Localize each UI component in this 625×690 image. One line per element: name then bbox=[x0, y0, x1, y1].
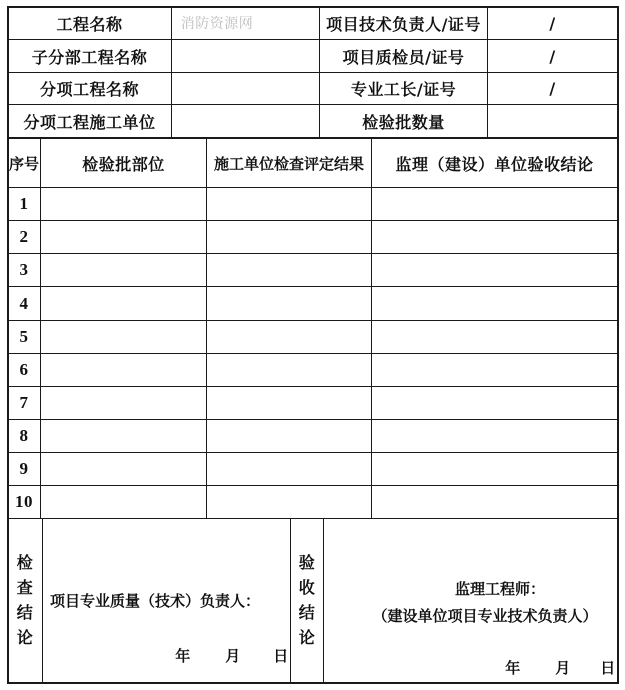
batch-count-label: 检验批数量 bbox=[362, 112, 445, 132]
date-year-right: 年 bbox=[505, 658, 521, 677]
char: 论 bbox=[298, 628, 316, 647]
owner-tech-lead-label: （建设单位项目专业技术负责人） bbox=[372, 606, 598, 625]
row-number: 1 bbox=[19, 194, 29, 213]
foreman-value: / bbox=[549, 79, 556, 98]
rule bbox=[7, 320, 619, 321]
accept-conclusion-label bbox=[291, 545, 323, 655]
date-month-left: 月 bbox=[225, 646, 241, 665]
rule bbox=[7, 485, 619, 486]
contractor-label: 分项工程施工单位 bbox=[23, 112, 156, 132]
char: 结 bbox=[298, 603, 316, 622]
project-name-value: 消防资源网 bbox=[180, 16, 254, 32]
rule bbox=[7, 419, 619, 420]
date-day-right: 日 bbox=[600, 658, 616, 677]
project-name-label: 工程名称 bbox=[56, 14, 123, 34]
foreman-label: 专业工长/证号 bbox=[350, 80, 457, 99]
row-number: 9 bbox=[19, 459, 29, 478]
tech-lead-label: 项目技术负责人/证号 bbox=[326, 14, 481, 34]
rule bbox=[7, 386, 619, 387]
rule bbox=[7, 452, 619, 453]
char: 结 bbox=[16, 603, 34, 622]
rule bbox=[42, 518, 43, 683]
col-supervisor-result-header: 监理（建设）单位验收结论 bbox=[395, 154, 594, 174]
row-number: 5 bbox=[19, 327, 29, 346]
supervisor-engineer-label: 监理工程师： bbox=[454, 579, 545, 598]
date-month-right: 月 bbox=[555, 658, 571, 677]
rule bbox=[371, 138, 372, 518]
rule bbox=[7, 353, 619, 354]
rule bbox=[7, 253, 619, 254]
rule bbox=[7, 187, 619, 188]
col-batch-part-header: 检验批部位 bbox=[82, 154, 165, 174]
row-number: 4 bbox=[19, 293, 29, 313]
check-conclusion-label bbox=[8, 540, 42, 660]
subdivision-label: 子分部工程名称 bbox=[31, 47, 148, 67]
rule bbox=[323, 518, 324, 683]
rule bbox=[206, 138, 207, 518]
border-right bbox=[617, 6, 619, 684]
char: 查 bbox=[16, 578, 34, 597]
char: 收 bbox=[298, 578, 316, 597]
rule bbox=[7, 220, 619, 221]
col-contractor-result-header: 施工单位检查评定结果 bbox=[213, 154, 364, 173]
char: 验 bbox=[298, 553, 316, 572]
row-number: 6 bbox=[19, 360, 29, 379]
rule bbox=[7, 518, 619, 519]
date-day-left: 日 bbox=[273, 646, 289, 665]
col-seq-header: 序号 bbox=[8, 154, 39, 173]
row-number: 7 bbox=[19, 393, 29, 412]
char: 论 bbox=[16, 628, 34, 647]
row-number: 2 bbox=[19, 227, 29, 246]
quality-lead-label: 项目专业质量（技术）负责人： bbox=[50, 591, 261, 610]
tech-lead-value: / bbox=[549, 13, 556, 33]
row-number: 10 bbox=[15, 492, 33, 511]
quality-inspector-label: 项目质检员/证号 bbox=[342, 47, 465, 67]
date-year-left: 年 bbox=[175, 646, 191, 665]
rule bbox=[7, 286, 619, 287]
row-number: 3 bbox=[19, 260, 29, 279]
rule bbox=[40, 138, 41, 518]
char: 检 bbox=[16, 553, 34, 572]
row-number: 8 bbox=[19, 426, 29, 445]
item-name-label: 分项工程名称 bbox=[39, 80, 139, 99]
border-bottom bbox=[7, 682, 619, 684]
quality-inspector-value: / bbox=[549, 46, 556, 66]
